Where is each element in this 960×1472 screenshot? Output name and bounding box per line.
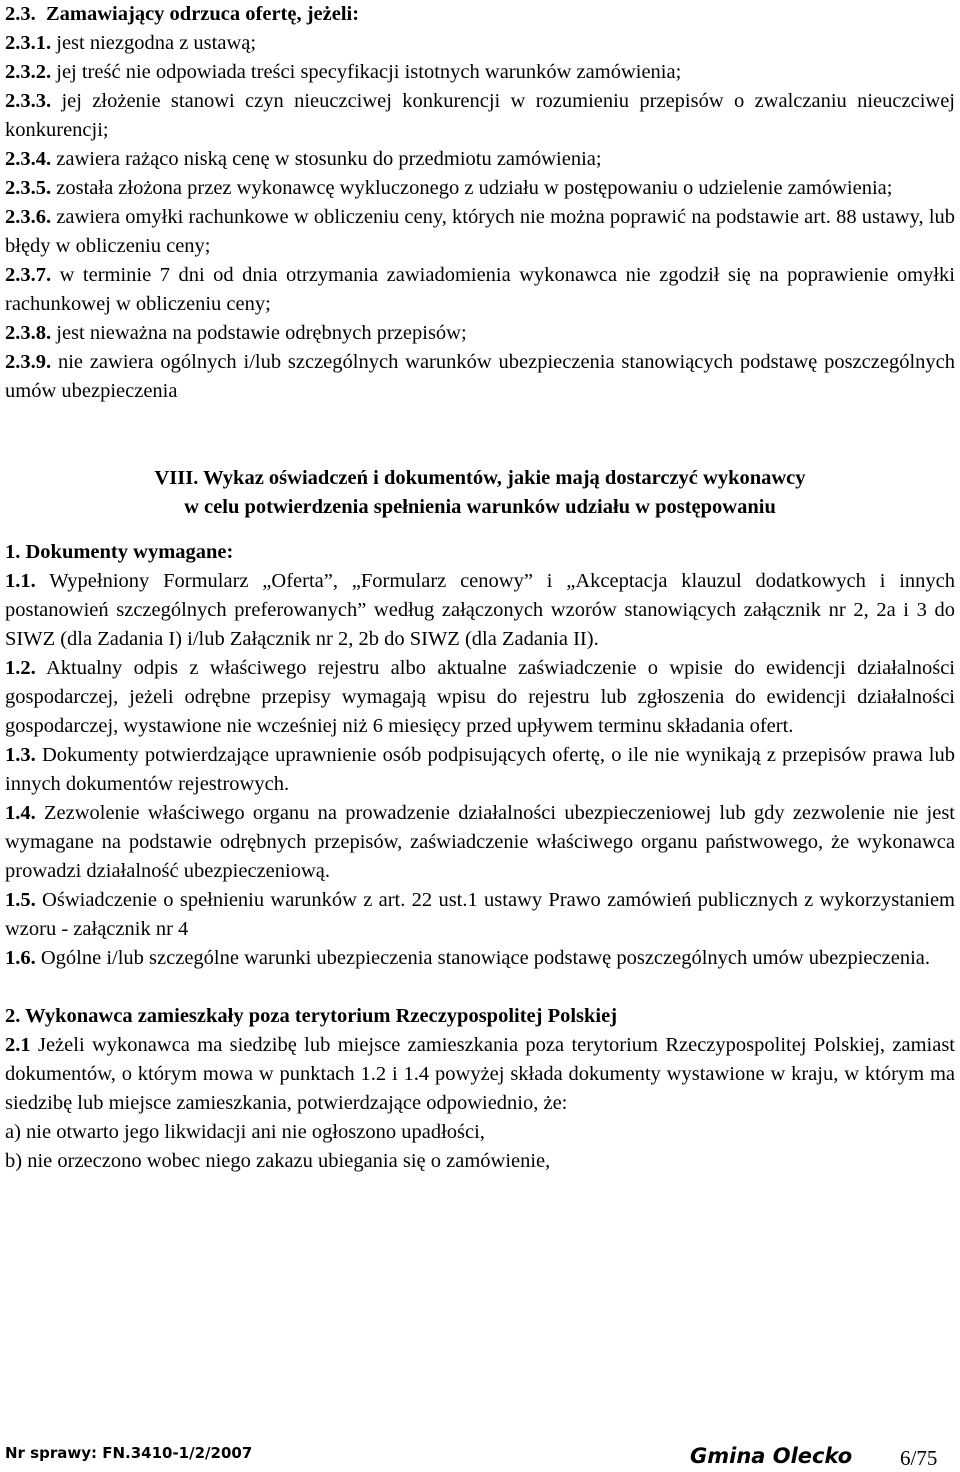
document-body	[5, 0, 955, 1176]
section-heading-text: Zamawiający odrzuca ofertę, jeżeli:	[46, 3, 360, 25]
item-number: 1.4.	[5, 802, 36, 824]
section-number: 2.3.	[5, 3, 36, 25]
list-item	[5, 741, 955, 799]
list-item	[5, 886, 955, 944]
item-number: 2.3.1.	[5, 32, 52, 54]
item-text: zawiera rażąco niską cenę w stosunku do przedmiotu zamówienia;	[56, 148, 602, 170]
item-number: 2.3.8.	[5, 322, 52, 344]
spacer	[5, 406, 955, 464]
required-documents-list	[5, 567, 955, 973]
item-number: 1.5.	[5, 889, 36, 911]
chapter-title-line-1: VIII. Wykaz oświadczeń i dokumentów, jakie mają dostarczyć wykonawcy	[154, 467, 806, 489]
foreign-contractor-heading: 2. Wykonawca zamieszkały poza terytorium Rzeczypospolitej Polskiej	[5, 1005, 618, 1027]
item-text: Dokumenty potwierdzające uprawnienie osób podpisujących ofertę, o ile nie wynikają z przepisów prawa lub innych dokumentów rejestrowych.	[5, 744, 956, 795]
subitem-b: b) nie orzeczono wobec niego zakazu ubiegania się o zamówienie,	[5, 1150, 551, 1172]
item-text: w terminie 7 dni od dnia otrzymania zawiadomienia wykonawca nie zgodził się na poprawienie omyłki rachunkowej w obliczeniu ceny;	[5, 264, 955, 315]
item-text: została złożona przez wykonawcę wykluczonego z udziału w postępowaniu o udzielenie zamówienia;	[56, 177, 893, 199]
list-item	[5, 261, 955, 319]
foreign-item	[5, 1031, 955, 1118]
page-footer	[5, 1444, 950, 1472]
item-number: 1.1.	[5, 570, 36, 592]
required-documents-heading: 1. Dokumenty wymagane:	[5, 541, 234, 563]
list-item	[5, 944, 955, 973]
item-text: Wypełniony Formularz „Oferta”, „Formularz cenowy” i „Akceptacja klauzul dodatkowych i innych postanowień szczególnych preferowanych” według załączonych wzorów stanowiących załącznik nr 2, 2a i 3 do SIWZ (dla Zadania I) i/lub Załącznik nr 2, 2b do SIWZ (dla Zadania II).	[5, 570, 955, 650]
item-number: 1.3.	[5, 744, 36, 766]
list-item	[5, 145, 955, 174]
item-number: 1.6.	[5, 947, 36, 969]
list-item	[5, 87, 955, 145]
chapter-title-line-2: w celu potwierdzenia spełnienia warunków udziału w postępowaniu	[184, 496, 776, 518]
item-text: jest niezgodna z ustawą;	[56, 32, 257, 54]
item-text: Jeżeli wykonawca ma siedzibę lub miejsce zamieszkania poza terytorium Rzeczypospolitej Polskiej, zamiast dokumentów, o którym mowa w punktach 1.2 i 1.4 powyżej składa dokumenty wystawione w kraju, w którym ma siedzibę lub miejsce zamieszkania, potwierdzające odpowiednio, że:	[5, 1034, 956, 1114]
list-item	[5, 348, 955, 406]
item-text: Ogólne i/lub szczególne warunki ubezpieczenia stanowiące podstawę poszczególnych umów ubezpieczenia.	[40, 947, 930, 969]
item-text: nie zawiera ogólnych i/lub szczególnych warunków ubezpieczenia stanowiących podstawę poszczególnych umów ubezpieczenia	[5, 351, 955, 402]
spacer	[5, 522, 955, 538]
item-number: 2.3.6.	[5, 206, 52, 228]
item-text: jej złożenie stanowi czyn nieuczciwej konkurencji w rozumieniu przepisów o zwalczaniu nieuczciwej konkurencji;	[5, 90, 955, 141]
item-number: 2.1	[5, 1034, 31, 1056]
item-text: jest nieważna na podstawie odrębnych przepisów;	[56, 322, 467, 344]
item-number: 2.3.3.	[5, 90, 52, 112]
list-item	[5, 567, 955, 654]
list-item	[5, 319, 955, 348]
item-text: Zezwolenie właściwego organu na prowadzenie działalności ubezpieczeniowej lub gdy zezwolenie nie jest wymagane na podstawie odrębnych przepisów, zaświadczenie właściwego organu państwowego, że wykonawca prowadzi działalność ubezpieczeniową.	[5, 802, 956, 882]
item-text: jej treść nie odpowiada treści specyfikacji istotnych warunków zamówienia;	[56, 61, 682, 83]
item-number: 2.3.5.	[5, 177, 52, 199]
list-item	[5, 58, 955, 87]
list-item	[5, 29, 955, 58]
spacer	[5, 973, 955, 1002]
subitem-a: a) nie otwarto jego likwidacji ani nie ogłoszono upadłości,	[5, 1121, 485, 1143]
case-number: Nr sprawy: FN.3410-1/2/2007	[5, 1444, 253, 1462]
item-number: 2.3.4.	[5, 148, 52, 170]
item-number: 1.2.	[5, 657, 36, 679]
list-item	[5, 203, 955, 261]
item-text: zawiera omyłki rachunkowe w obliczeniu ceny, których nie można poprawić na podstawie art. 88 ustawy, lub błędy w obliczeniu ceny;	[5, 206, 956, 257]
page-number: 6/75	[900, 1446, 938, 1470]
item-text: Oświadczenie o spełnieniu warunków z art. 22 ust.1 ustawy Prawo zamówień publicznych z wykorzystaniem wzoru - załącznik nr 4	[5, 889, 955, 940]
item-number: 2.3.7.	[5, 264, 52, 286]
list-item	[5, 799, 955, 886]
list-item	[5, 654, 955, 741]
rejection-list	[5, 29, 955, 406]
item-number: 2.3.2.	[5, 61, 52, 83]
section-heading	[5, 0, 955, 29]
list-item	[5, 174, 955, 203]
item-number: 2.3.9.	[5, 351, 52, 373]
item-text: Aktualny odpis z właściwego rejestru albo aktualne zaświadczenie o wpisie do ewidencji działalności gospodarczej, jeżeli odrębne przepisy wymagają wpisu do rejestru lub zgłoszenia do ewidencji działalności gospodarczej, wystawione nie wcześniej niż 6 miesięcy przed upływem terminu składania ofert.	[5, 657, 955, 737]
organization-name: Gmina Olecko	[690, 1444, 853, 1468]
